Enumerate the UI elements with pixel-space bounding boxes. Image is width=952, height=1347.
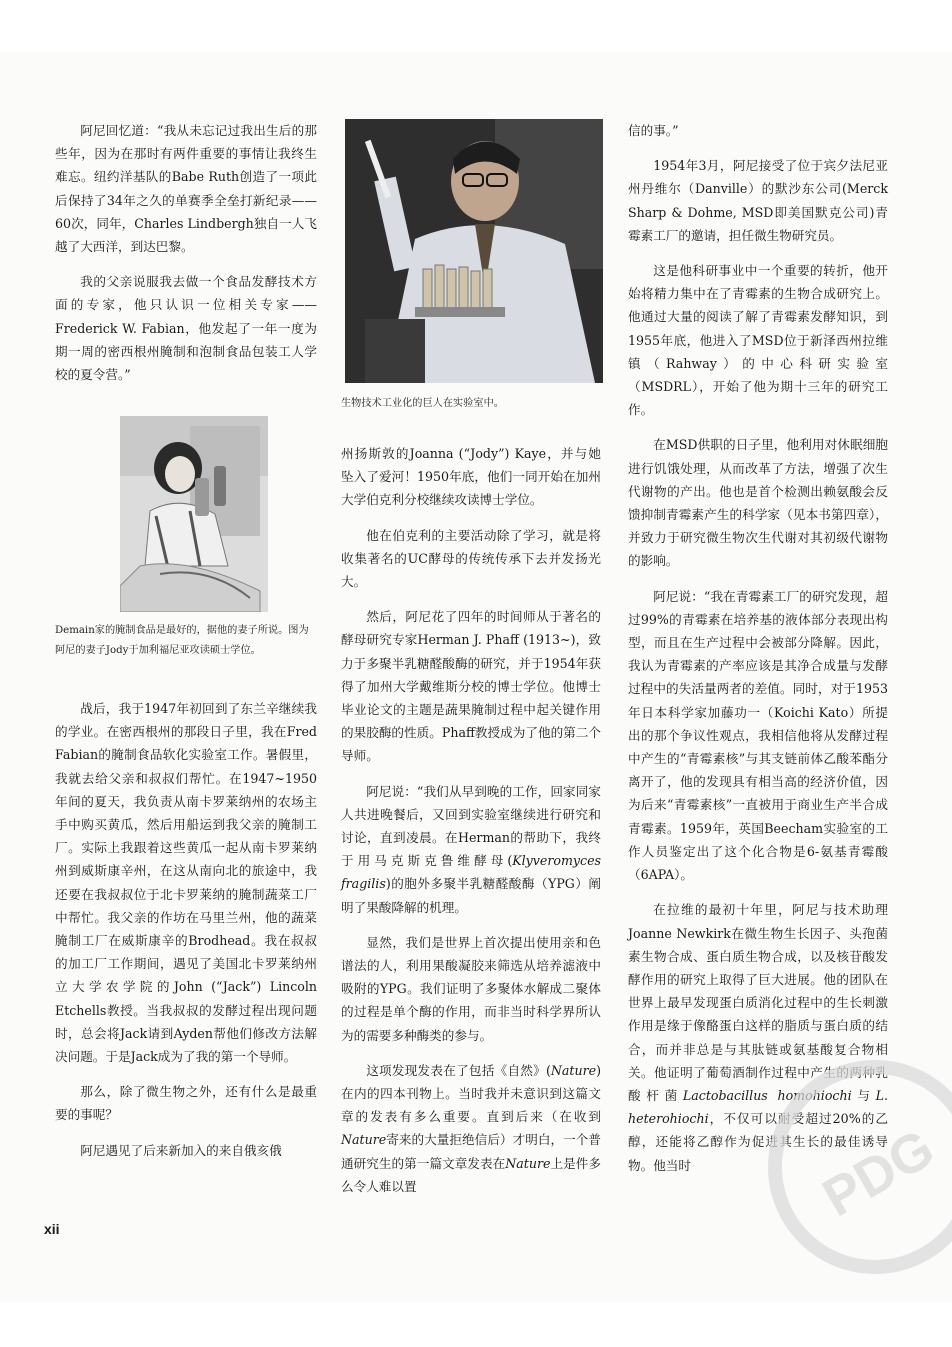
paragraph: 在MSD供职的日子里，他利用对休眠细胞进行饥饿处理，从而改革了方法，增强了次生代谢物的产出。他也是首个检测出赖氨酸会反馈抑制青霉素产生的科学家（见本书第四章），并致力于研究微生物次生代谢对其初级代谢物的影响。 (628, 437, 888, 569)
woman-portrait-image (120, 416, 268, 612)
latin-name: Klyveromyces fragilis (341, 853, 601, 892)
paragraph: 信的事。” (628, 123, 679, 138)
column-left-top (55, 119, 317, 386)
paragraph: 我的父亲说服我去做一个食品发酵技术方面的专家，他只认识一位相关专家——Frederick W. Fabian，他发起了一年一度为期一周的密西根州腌制和泡制食品包装工人学校的夏令营。” (55, 274, 317, 383)
paragraph: 战后，我于1947年初回到了东兰辛继续我的学业。在密西根州的那段日子里，我在Fred Fabian的腌制食品软化实验室工作。暑假里，我就去给父亲和叔叔们帮忙。在1947~1950年间的夏天，我负责从南卡罗莱纳州的农场主手中购买黄瓜，然后用船运到我父亲的腌制工厂。实际上我跟着这些黄瓜一起从南卡罗莱纳州到威斯康辛州，在这从南向北的旅途中，我还要在我叔叔位于北卡罗莱纳的腌制蔬菜工厂中帮忙。我父亲的作坊在马里兰州，他的蔬菜腌制工厂在威斯康辛的Brodhead。我在叔叔的加工厂工作期间，遇见了美国北卡罗莱纳州立大学农学院的John (“Jack”) Lincoln Etchells教授。当我叔叔的发酵过程出现问题时，总会将Jack请到Ayden帮他们修改方法解决问题。于是Jack成为了我的第一个导师。 (55, 701, 317, 1065)
lab-photo (345, 119, 603, 383)
paragraph: 阿尼说：“我在青霉素工厂的研究发现，超过99%的青霉素在培养基的液体部分表现出构型，而且在生产过程中会被部分降解。因此，我认为青霉素的产率应该是其净合成量与发酵过程中的失活量两者的差值。同时，对于1953年日本科学家加藤功一（Koichi Kato）所提出的那个争议性观点，我相信他将从发酵过程中产生的“青霉素核”与其支链前体乙酸苯酯分离开了，他的发现具有相当高的经济价值，因为后来“青霉素核”一直被用于商业生产半合成青霉素。1959年，英国Beecham实验室的工作人员鉴定出了这个化合物是6-氨基青霉酸（6APA）。 (628, 588, 888, 883)
lab-photo-caption: 生物技术工业化的巨人在实验室中。 (341, 398, 504, 409)
wife-photo (120, 416, 268, 612)
paragraph: 阿尼遇见了后来新加入的来自俄亥俄 (80, 1142, 282, 1158)
latin-name: L. heterohiochi (628, 1087, 889, 1127)
page-number: xii (44, 1221, 60, 1237)
paragraph: 显然，我们是世界上首次提出使用亲和色谱法的人，利用果酸凝胶来筛选从培养滤液中吸附的YPG。我们证明了多聚体水解成二聚体的过程是单个酶的作用，而非当时科学界所认为的需要多种酶类的参与。 (341, 934, 601, 1043)
paragraph: 这是他科研事业中一个重要的转折，他开始将精力集中在了青霉素的生物合成研究上。他通过大量的阅读了解了青霉素发酵知识，到1955年底，他进入了MSD位于新泽西州拉维镇（Rahway）的中心科研实验室（MSDRL），开始了他为期十三年的研究工作。 (628, 263, 888, 418)
column-right (628, 119, 888, 1177)
column-left-bottom (55, 697, 317, 1162)
paragraph: 然后，阿尼花了四年的时间师从于著名的酵母研究专家Herman J. Phaff (1913~)，致力于多聚半乳糖醛酸酶的研究，并于1954年获得了加州大学戴维斯分校的博士学位。他博士毕业论文的主题是蔬果腌制过程中起关键作用的果胶酶的性质。Phaff教授成为了他的第二个导师。 (341, 609, 601, 764)
paragraph: 阿尼说：“我们从早到晚的工作，回家同家人共进晚餐后，又回到实验室继续进行研究和讨论，直到凌晨。在Herman的帮助下，我终于用马克斯克鲁维酵母(Klyveromyces fragilis)的胞外多聚半乳糖醛酸酶（YPG）阐明了果酸降解的机理。 (341, 783, 601, 915)
wife-photo-caption: Demain家的腌制食品是最好的，据他的妻子所说。图为阿尼的妻子Jody于加利福尼亚攻读硕士学位。 (55, 625, 309, 656)
watermark-logo (760, 1052, 952, 1282)
book-page (0, 52, 952, 1302)
paragraph: 在拉维的最初十年里，阿尼与技术助理Joanne Newkirk在微生物生长因子、头孢菌素生物合成、蛋白质生物合成，以及核苷酸发酵作用的研究上取得了巨大进展。他的团队在世界上最早发现蛋白质消化过程中的生长刺激作用是缘于像酪蛋白这样的脂质与蛋白质的结合，而并非总是与其肽链或氨基酸复合物相关。他证明了葡萄酒制作过程中产生的两种乳酸杆菌Lactobacillus homohiochi与L. heterohiochi，不仅可以耐受超过20%的乙醇，还能将乙醇作为促进其生长的最佳诱导物。他当时 (628, 902, 889, 1173)
paragraph: 他在伯克利的主要活动除了学习，就是将收集著名的UC酵母的传统传承下去并发扬光大。 (341, 527, 601, 590)
latin-name: Lactobacillus homohiochi (682, 1087, 852, 1103)
scientist-lab-image (345, 119, 603, 383)
paragraph: 那么，除了微生物之外，还有什么是最重要的事呢？ (55, 1084, 317, 1123)
paragraph: 这项发现发表在了包括《自然》(Nature)在内的四本刊物上。当时我并未意识到这篇文章的发表有多么重要。直到后来（在收到Nature寄来的大量拒绝信后）才明白，一个普通研究生的第一篇文章发表在Nature上是件多么令人难以置 (341, 1062, 602, 1194)
paragraph: 阿尼回忆道：“我从未忘记过我出生后的那些年，因为在那时有两件重要的事情让我终生难忘。纽约洋基队的Babe Ruth创造了一项此后保持了34年之久的单赛季全垒打新纪录——60次，同年，Charles Lindbergh独自一人飞越了大西洋，到达巴黎。 (55, 123, 317, 255)
paragraph: 州扬斯敦的Joanna (“Jody”) Kaye，并与她坠入了爱河！1950年底，他们一同开始在加州大学伯克利分校继续攻读博士学位。 (341, 446, 601, 508)
column-middle (341, 442, 601, 1198)
watermark-text: PDG (812, 1117, 945, 1229)
paragraph: 1954年3月，阿尼接受了位于宾夕法尼亚州丹维尔（Danville）的默沙东公司(Merck Sharp & Dohme, MSD即美国默克公司)青霉素工厂的邀请，担任微生物研究员。 (628, 158, 888, 243)
